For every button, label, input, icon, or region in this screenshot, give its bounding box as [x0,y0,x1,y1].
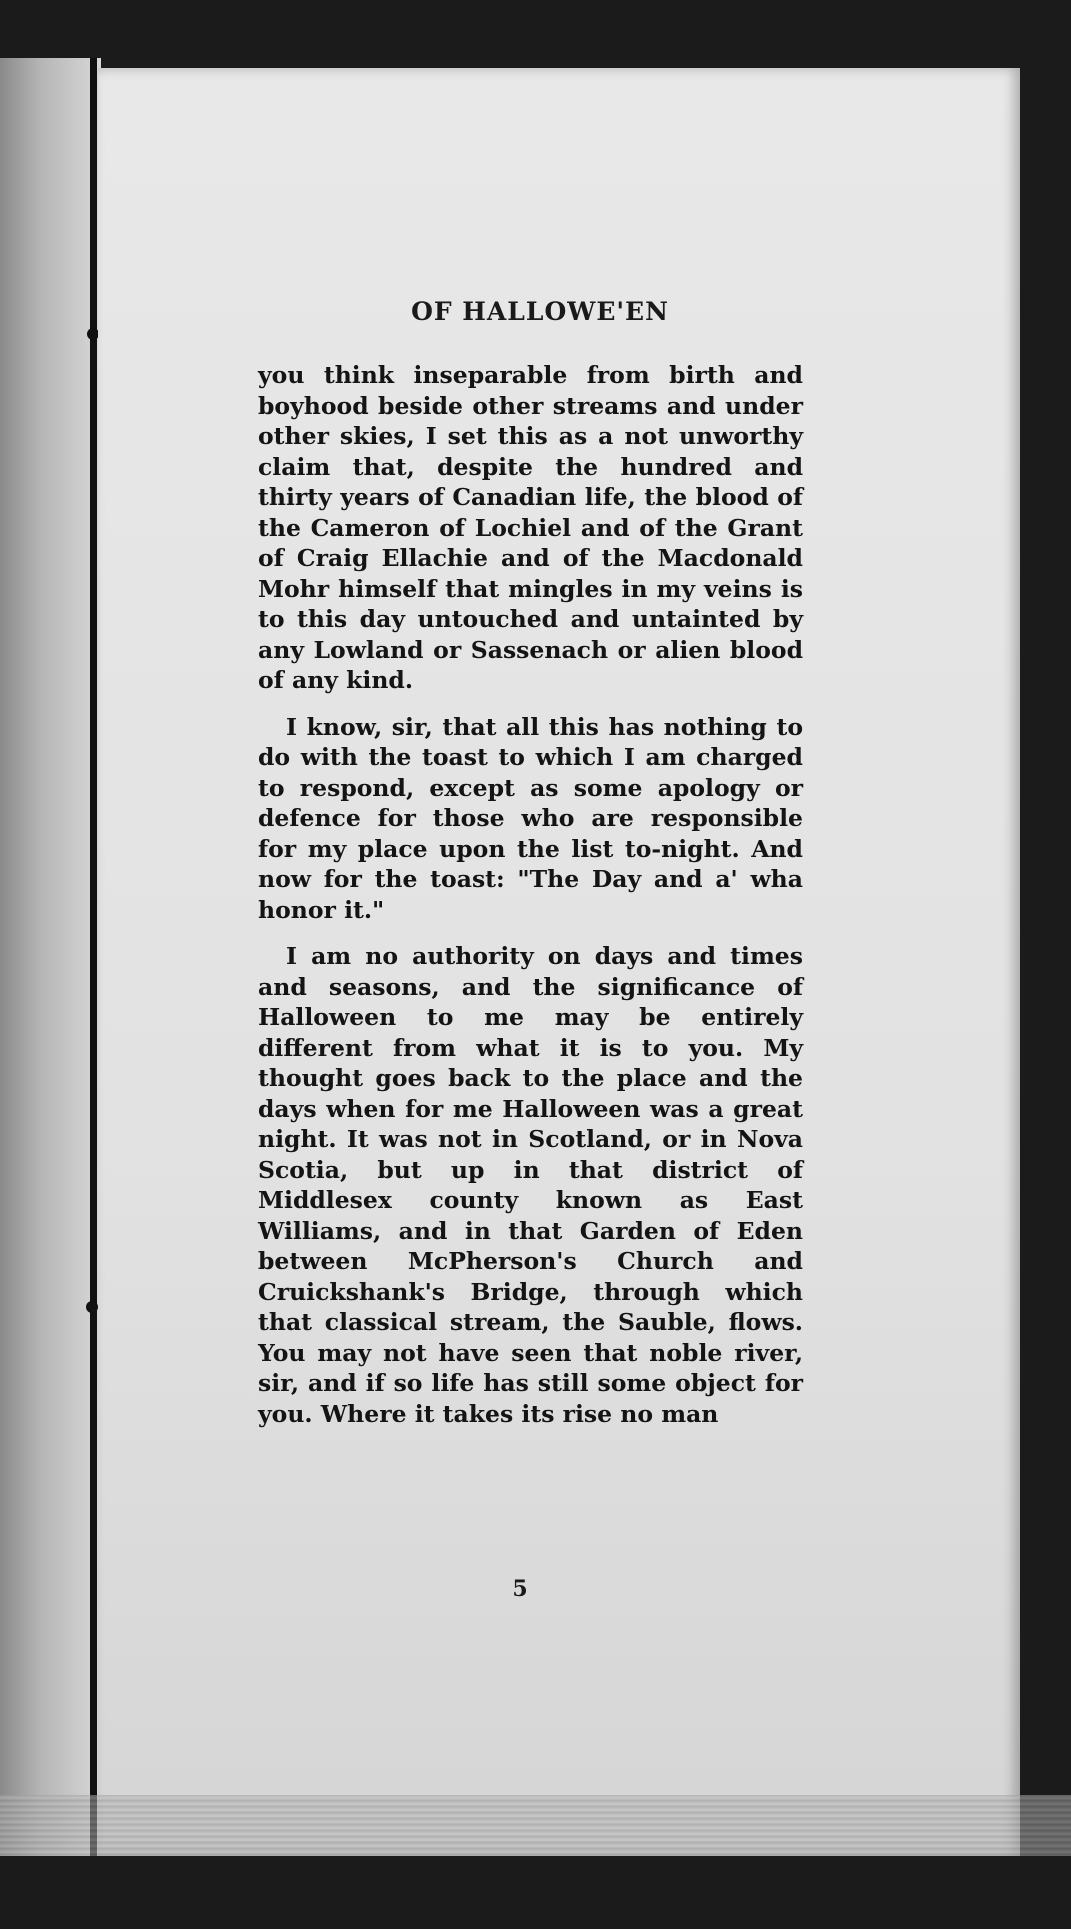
scan-artifact-band [0,1795,1071,1856]
paragraph: you think inseparable from birth and boyhood beside other streams and under other skies, I set this as a not unworthy claim that, despite the hundred and thirty years of Canadian life, the blood of the Cameron of Lochiel and of the Grant of Craig Ellachie and of the Macdonald Mohr himself that mingles in my veins is to this day untouched and untainted by any Lowland or Sassenach or alien blood of any kind. [258,361,803,694]
paragraph: I am no authority on days and times and seasons, and the significance of Halloween to me may be entirely different from what it is to you. My thought goes back to the place and the days when for me Halloween was a great night. It was not in Scotland, or in Nova Scotia, but up in that district of Middlesex county known as East Williams, and in that Garden of Eden between McPherson's Church and Cruickshank's Bridge, through which that classical stream, the Sauble, flows. You may not have seen that noble river, sir, and if so life has still some object for you. Where it takes its rise no man [258,942,803,1428]
paragraph: I know, sir, that all this has nothing to do with the toast to which I am charged to respond, except as some apology or defence for those who are responsible for my place upon the list to-night. And now for the toast: "The Day and a' wha honor it." [258,712,803,924]
running-head: OF HALLOWE'EN [411,297,669,326]
left-page-edge [0,58,101,1856]
page-number: 5 [512,1576,528,1602]
binding-mark [86,1301,98,1313]
body-text [258,360,803,1445]
